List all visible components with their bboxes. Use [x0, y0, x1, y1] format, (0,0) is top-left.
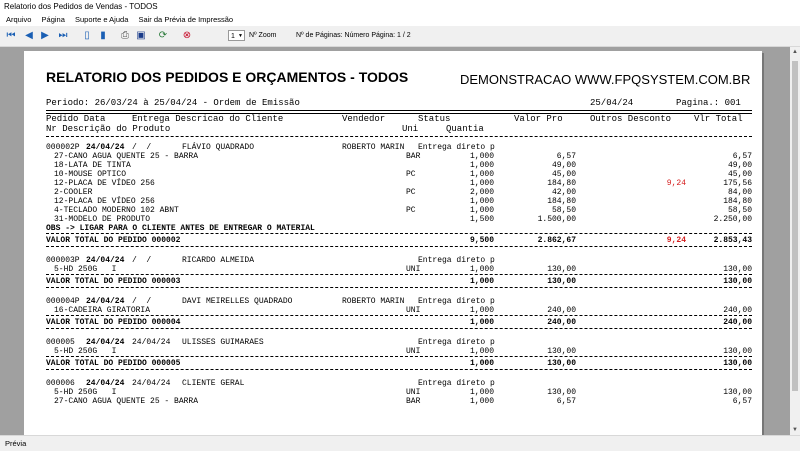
order-total-price: 130,00 [547, 359, 576, 368]
item-total: 240,00 [723, 306, 752, 315]
order-divider [46, 274, 752, 275]
item-total: 130,00 [723, 347, 752, 356]
col-nr-descricao: Nr Descrição do Produto [46, 124, 171, 134]
item-price: 184,80 [547, 197, 576, 206]
status-text: Prévia [5, 439, 27, 448]
order-divider [46, 315, 752, 316]
item-price: 49,00 [551, 161, 576, 170]
order-status: Entrega direto p [418, 143, 495, 152]
order-delivery: 24/04/24 [132, 338, 171, 347]
demo-banner: DEMONSTRACAO WWW.FPQSYSTEM.COM.BR [460, 72, 751, 87]
order-total-value: 130,00 [723, 277, 752, 286]
order-number: 000004P [46, 297, 80, 306]
item-description: 10-MOUSE OPTICO [54, 170, 127, 179]
order-total-quantity: 1,000 [469, 359, 494, 368]
col-status: Status [418, 114, 451, 124]
order-delivery: 24/04/24 [132, 379, 171, 388]
order-total-price: 240,00 [547, 318, 576, 327]
order-total-quantity: 1,000 [469, 277, 494, 286]
menu-sair[interactable]: Sair da Prévia de Impressão [138, 15, 234, 24]
order-end-divider [46, 287, 752, 288]
first-page-icon[interactable]: ⏮ [6, 30, 16, 41]
col-vlr-total: Vlr Total [694, 114, 743, 124]
order-status: Entrega direto p [418, 379, 495, 388]
order-date: 24/04/24 [86, 143, 125, 152]
item-unit: BAR [406, 397, 421, 406]
menu-bar [0, 14, 800, 26]
item-quantity: 1,000 [469, 152, 494, 161]
item-price: 45,00 [551, 170, 576, 179]
order-delivery: / / [132, 256, 152, 265]
order-number: 000005 [46, 338, 75, 347]
order-total-discount: 9,24 [666, 236, 686, 245]
order-delivery: / / [132, 143, 152, 152]
col-uni: Uni [402, 124, 419, 134]
col-outros-desconto: Outros Desconto [590, 114, 672, 124]
item-price: 58,50 [551, 206, 576, 215]
item-description: 5-HD 250G I [54, 388, 117, 397]
print-icon[interactable]: ⎙ [121, 30, 129, 41]
item-unit: PC [406, 188, 416, 197]
item-price: 240,00 [547, 306, 576, 315]
single-page-icon[interactable]: ▯ [84, 30, 90, 41]
report-page-number: Pagina.: 001 [676, 98, 741, 108]
order-total-label: VALOR TOTAL DO PEDIDO 000004 [46, 318, 181, 327]
item-quantity: 1,000 [469, 170, 494, 179]
col-valor-pro: Valor Pro [514, 114, 563, 124]
order-total-label: VALOR TOTAL DO PEDIDO 000003 [46, 277, 181, 286]
item-description: 2-COOLER [54, 188, 93, 197]
order-number: 000002P [46, 143, 80, 152]
item-description: 18-LATA DE TINTA [54, 161, 131, 170]
item-quantity: 1,500 [469, 215, 494, 224]
item-quantity: 1,000 [469, 179, 494, 188]
item-unit: UNI [406, 388, 421, 397]
item-unit: UNI [406, 347, 421, 356]
item-description: 12-PLACA DE VÍDEO 256 [54, 197, 155, 206]
order-status: Entrega direto p [418, 338, 495, 347]
col-vendedor: Vendedor [342, 114, 386, 124]
toolbar [0, 26, 800, 47]
order-total-quantity: 9,500 [469, 236, 494, 245]
order-client: CLIENTE GERAL [182, 379, 245, 388]
order-date: 24/04/24 [86, 256, 125, 265]
item-price: 6,57 [556, 397, 576, 406]
status-bar [0, 435, 800, 451]
order-number: 000006 [46, 379, 75, 388]
title-bar [0, 0, 800, 14]
item-quantity: 1,000 [469, 265, 494, 274]
order-client: ULISSES GUIMARAES [182, 338, 264, 347]
close-icon[interactable]: ⊗ [182, 30, 192, 41]
next-page-icon[interactable]: ▶ [41, 30, 49, 41]
item-unit: PC [406, 170, 416, 179]
item-description: 31-MODELO DE PRODUTO [54, 215, 151, 224]
item-total: 2.250,00 [713, 215, 752, 224]
scroll-up-icon[interactable]: ▲ [792, 49, 798, 55]
order-client: RICARDO ALMEIDA [182, 256, 255, 265]
item-unit: UNI [406, 265, 421, 274]
order-client: FLÁVIO QUADRADO [182, 143, 255, 152]
item-unit: PC [406, 206, 416, 215]
order-total-label: VALOR TOTAL DO PEDIDO 000005 [46, 359, 181, 368]
report-period: Periodo: 26/03/24 à 25/04/24 - Ordem de Emissão [46, 98, 300, 108]
order-divider [46, 356, 752, 357]
item-description: 16-CADEIRA GIRATORIA [54, 306, 151, 315]
report-page [24, 51, 762, 435]
item-total: 184,80 [723, 197, 752, 206]
chevron-down-icon: ▼ [238, 33, 243, 39]
item-description: 5-HD 250G I [54, 347, 117, 356]
order-total-price: 2.862,67 [537, 236, 576, 245]
item-price: 6,57 [556, 152, 576, 161]
item-quantity: 1,000 [469, 206, 494, 215]
order-date: 24/04/24 [86, 379, 125, 388]
menu-suporte[interactable]: Suporte e Ajuda [74, 15, 129, 24]
order-delivery: / / [132, 297, 152, 306]
col-pedido-data: Pedido Data [46, 114, 106, 124]
item-quantity: 1,000 [469, 161, 494, 170]
item-total: 49,00 [727, 161, 752, 170]
item-total: 130,00 [723, 265, 752, 274]
order-status: Entrega direto p [418, 256, 495, 265]
menu-pagina[interactable]: Página [41, 15, 65, 24]
order-client: DAVI MEIRELLES QUADRADO [182, 297, 293, 306]
order-total-value: 240,00 [723, 318, 752, 327]
save-icon[interactable]: ▣ [136, 30, 146, 41]
scroll-down-icon[interactable]: ▼ [792, 427, 798, 433]
item-quantity: 1,000 [469, 388, 494, 397]
order-end-divider [46, 328, 752, 329]
item-price: 130,00 [547, 388, 576, 397]
item-total: 84,00 [727, 188, 752, 197]
scroll-thumb[interactable] [792, 61, 798, 391]
item-price: 42,00 [551, 188, 576, 197]
item-unit: BAR [406, 152, 421, 161]
order-seller: ROBERTO MARIN [342, 297, 405, 306]
two-pages-icon[interactable]: ▮ [100, 30, 106, 41]
item-discount: 9,24 [666, 179, 686, 188]
order-total-value: 130,00 [723, 359, 752, 368]
order-observation: OBS -> LIGAR PARA O CLIENTE ANTES DE ENTREGAR O MATERIAL [46, 224, 315, 233]
item-unit: UNI [406, 306, 421, 315]
order-status: Entrega direto p [418, 297, 495, 306]
item-total: 45,00 [727, 170, 752, 179]
item-total: 58,50 [727, 206, 752, 215]
item-quantity: 1,000 [469, 197, 494, 206]
item-price: 130,00 [547, 265, 576, 274]
item-price: 130,00 [547, 347, 576, 356]
preview-area[interactable] [0, 47, 790, 435]
item-total: 6,57 [732, 397, 752, 406]
order-date: 24/04/24 [86, 297, 125, 306]
vertical-scrollbar[interactable] [790, 47, 800, 435]
order-total-value: 2.853,43 [713, 236, 752, 245]
item-description: 27-CANO AGUA QUENTE 25 - BARRA [54, 152, 199, 161]
order-divider [46, 233, 752, 234]
zoom-select[interactable] [228, 30, 245, 41]
order-total-quantity: 1,000 [469, 318, 494, 327]
columns-divider [46, 136, 752, 137]
menu-arquivo[interactable]: Arquivo [6, 15, 32, 24]
zoom-value: 1 [231, 33, 235, 40]
item-price: 184,80 [547, 179, 576, 188]
item-total: 130,00 [723, 388, 752, 397]
item-total: 6,57 [732, 152, 752, 161]
item-quantity: 1,000 [469, 347, 494, 356]
report-title: RELATORIO DOS PEDIDOS E ORÇAMENTOS - TODOS [46, 69, 409, 85]
order-seller: ROBERTO MARIN [342, 143, 405, 152]
order-end-divider [46, 246, 752, 247]
order-total-price: 130,00 [547, 277, 576, 286]
item-description: 5-HD 250G I [54, 265, 117, 274]
item-quantity: 2,000 [469, 188, 494, 197]
col-quantia: Quantia [446, 124, 484, 134]
item-description: 12-PLACA DE VÍDEO 256 [54, 179, 155, 188]
item-quantity: 1,000 [469, 306, 494, 315]
item-quantity: 1,000 [469, 397, 494, 406]
report-date: 25/04/24 [590, 98, 634, 108]
order-date: 24/04/24 [86, 338, 125, 347]
pages-label: Nº de Páginas: Número Página: 1 / 2 [296, 32, 411, 39]
item-price: 1.500,00 [537, 215, 576, 224]
prev-page-icon[interactable]: ◀ [25, 30, 33, 41]
order-total-label: VALOR TOTAL DO PEDIDO 000002 [46, 236, 181, 245]
item-total: 175,56 [723, 179, 752, 188]
item-description: 27-CANO AGUA QUENTE 25 - BARRA [54, 397, 199, 406]
window-title: Relatorio dos Pedidos de Vendas - TODOS [4, 2, 158, 11]
zoom-label: Nº Zoom [249, 32, 277, 39]
item-description: 4-TECLADO MODERNO 102 ABNT [54, 206, 179, 215]
order-number: 000003P [46, 256, 80, 265]
export-icon[interactable]: ⟳ [158, 30, 168, 41]
order-end-divider [46, 369, 752, 370]
last-page-icon[interactable]: ⏭ [58, 30, 68, 41]
col-entrega-cliente: Entrega Descricao do Cliente [132, 114, 284, 124]
